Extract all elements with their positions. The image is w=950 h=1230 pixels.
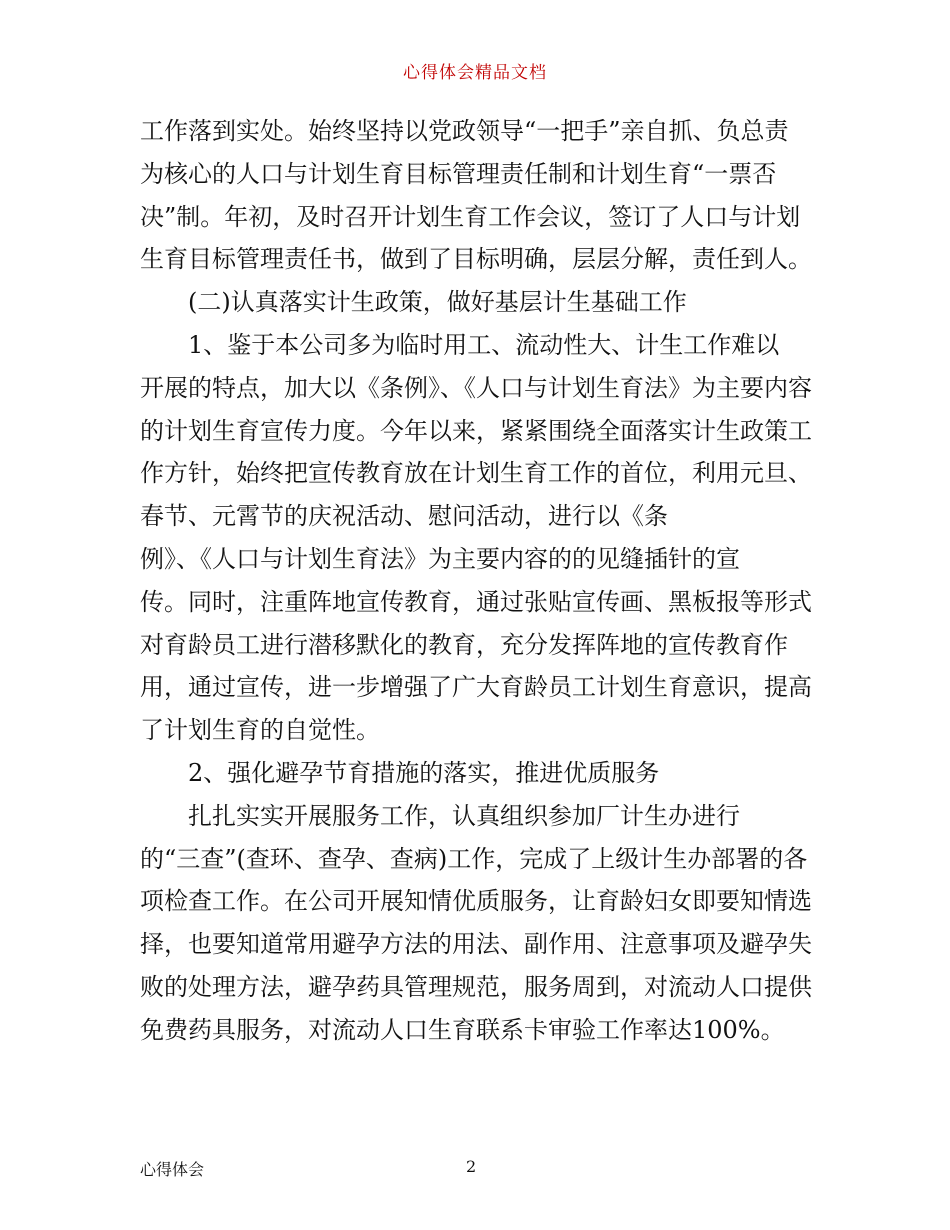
- item-2-heading: 2、强化避孕节育措施的落实，推进优质服务: [188, 758, 660, 787]
- item-1-line-7: 例》、《人口与计划生育法》为主要内容的的见缝插针的宣: [140, 544, 740, 573]
- item-1-body: 开展的特点，加大以《条例》、《人口与计划生育法》为主要内容的计划生育宣传力度。今年以来，紧紧围绕全面落实计生政策工作方针，始终把宣传教育放在计划生育工作的首位，利用元旦、春节、元霄节的庆祝活动、慰问活动，进行以《条: [140, 373, 812, 531]
- item-1-end: 传。同时，注重阵地宣传教育，通过张贴宣传画、黑板报等形式对育龄员工进行潜移默化的教育，充分发挥阵地的宣传教育作用，通过宣传，进一步增强了广大育龄员工计划生育意识，提高了计划生育的自觉性。: [140, 587, 812, 745]
- paragraph-responsibility: 工作落到实处。始终坚持以党政领导“一把手”亲自抓、负总责为核心的人口与计划生育目标管理责任制和计划生育“一票否决”制。年初，及时召开计划生育工作会议，签订了人口与计划生育目标管理责任书，做到了目标明确，层层分解，责任到人。: [140, 117, 812, 274]
- item-1-first-line: 1、鉴于本公司多为临时用工、流动性大、计生工作难以: [188, 330, 780, 359]
- paragraph-service-body: 的“三查”(查环、查孕、查病)工作，完成了上级计生办部署的各项检查工作。在公司开展知情优质服务，让育龄妇女即要知情选择，也要知道常用避孕方法的用法、副作用、注意事项及避孕失败的处理方法，避孕药具管理规范，服务周到，对流动人口提供免费药具服务，对流动人口生育联系卡审验工作率达100%。: [140, 844, 812, 1044]
- document-header-title: 心得体会精品文档: [403, 63, 547, 83]
- page-number: 2: [466, 1157, 477, 1176]
- paragraph-service-first-line: 扎扎实实开展服务工作，认真组织参加厂计生办进行: [188, 801, 740, 830]
- document-body: [140, 110, 812, 1052]
- footer-label: 心得体会: [140, 1160, 205, 1179]
- section-heading-2: (二)认真落实计生政策，做好基层计生基础工作: [188, 288, 687, 317]
